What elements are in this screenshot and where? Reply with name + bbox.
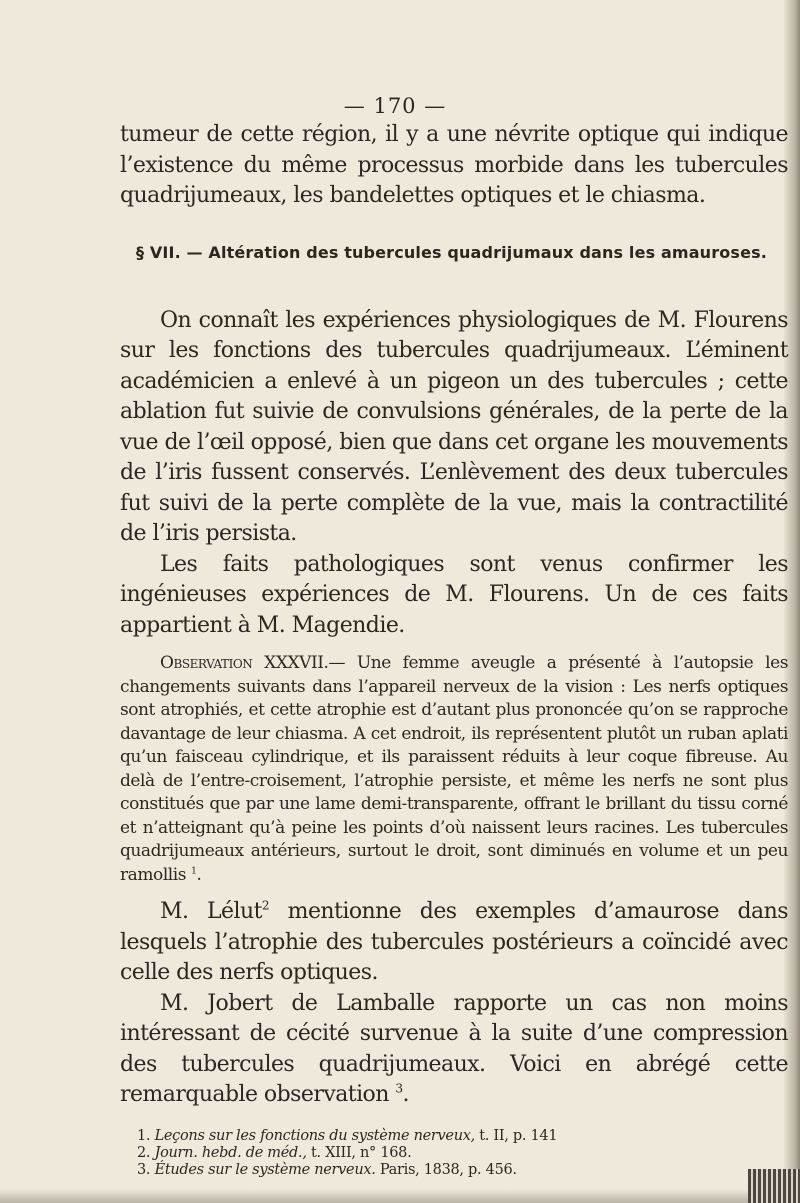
footnote-ref-2: 2 <box>261 898 270 913</box>
paragraph-jobert: M. Jobert de Lamballe rapporte un cas non moins intéressant de cécité survenue à la suite d’une compression des tubercules quadrijumeaux. Voici en abrégé cette remarquable observation $^3$. <box>120 990 788 1107</box>
footnote-ref-1: 1 <box>191 864 197 876</box>
footnote-ref-3: 3 <box>395 1081 403 1096</box>
paragraph-flourens-experiments: On connaît les expériences physiologiques de M. Flourens sur les fonctions des tubercules quadrijumeaux. L’éminent académicien a enlevé à un pigeon un des tubercules ; cette ablation fut suivie de convulsions générales, de la perte de la vue de l’œil opposé, bien que dans cet organe les mouvements de l’iris fussent conservés. L’enlèvement des deux tubercules fut suivi de la perte complète de la vue, mais la contractilité de l’iris persista. <box>120 307 788 546</box>
footnote-detail: t. II, p. 141 <box>474 1127 558 1144</box>
footnote-number: 3. <box>137 1161 151 1178</box>
footnote-number: 1. <box>137 1127 151 1144</box>
page-bottom-shadow <box>0 1189 800 1203</box>
observation-label: Observation XXXVII. <box>160 653 329 673</box>
lelut-text: mentionne des exemples d’amaurose dans lesquels l’atrophie des tubercules postérieurs a coïncidé avec celle des nerfs optiques. <box>120 899 788 985</box>
observation-block: Observation XXXVII.— Une femme aveugle a présenté à l’autopsie les changements suivants dans l’appareil nerveux de la vision : Les nerfs optiques sont atrophiés, et cette atrophie est d’autant plus prononcée qu’on se rapproche davantage de leur chiasma. A cet endroit, ils représentent plutôt un ruban aplati qu’un faisceau cylindrique, et ils paraissent réduits à leur coque fibreuse. Au delà de l’entre-croisement, l’atrophie persiste, et même les nerfs ne sont plus constitués que par une lame demi-transparente, offrant le brillant du tissu corné et n’atteignant qu’à peine les points d’où naissent leurs racines. Les tubercules quadrijumeaux antérieurs, surtout le droit, sont diminués en volume et un peu ramollis $^1$. <box>120 653 789 885</box>
observation-text: — Une femme aveugle a présenté à l’autopsie les changements suivants dans l’appareil nerveux de la vision : Les nerfs optiques sont atrophiés, et cette atrophie est d’autant plus prononcée qu’on se rapproche davantage de leur chiasma. A cet endroit, ils représentent plutôt un ruban aplati qu’un faisceau cylindrique, et ils paraissent réduits à leur coque fibreuse. Au delà de l’entre-croisement, l’atrophie persiste, et même les nerfs ne sont plus constitués que par une lame demi-transparente, offrant le brillant du tissu corné et n’atteignant qu’à peine les points d’où naissent leurs racines. Les tubercules quadrijumeaux antérieurs, surtout le droit, sont diminués en volume et un peu ramollis <box>120 653 789 885</box>
lelut-name: M. Lélut <box>160 899 262 924</box>
footnotes <box>120 1128 788 1179</box>
paragraph-lelut <box>120 897 788 989</box>
paragraph-pathological-facts: Les faits pathologiques sont venus confirmer les ingénieuses expériences de M. Flourens. Un de ces faits appartient à M. Magendie. <box>120 551 788 638</box>
footnote-2 <box>120 1145 788 1162</box>
intro-paragraph: tumeur de cette région, il y a une névrite optique qui indique l’existence du même processus morbide dans les tubercules quadrijumeaux, les bandelettes optiques et le chiasma. <box>120 122 788 208</box>
jobert-text: M. Jobert de Lamballe rapporte un cas non moins intéressant de cécité survenue à la suite d’une compression des tubercules quadrijumeaux. Voici en abrégé cette remarquable observation <box>120 990 788 1107</box>
footnote-3 <box>120 1162 788 1179</box>
page-number: — 170 — <box>343 94 447 118</box>
section-heading: § VII. — Altération des tubercules quadrijumaux dans les amauroses. <box>136 242 767 262</box>
page-content <box>120 120 788 1179</box>
footnote-title: Leçons sur les fonctions du système nerveux, <box>154 1127 475 1144</box>
footnote-1 <box>120 1128 788 1145</box>
footnote-title: Études sur le système nerveux. <box>154 1161 376 1178</box>
footnote-detail: t. XIII, n° 168. <box>306 1144 412 1161</box>
footnote-title: Journ. hebd. de méd., <box>154 1144 307 1161</box>
footnote-detail: Paris, 1838, p. 456. <box>375 1161 517 1178</box>
footnote-number: 2. <box>137 1144 151 1161</box>
